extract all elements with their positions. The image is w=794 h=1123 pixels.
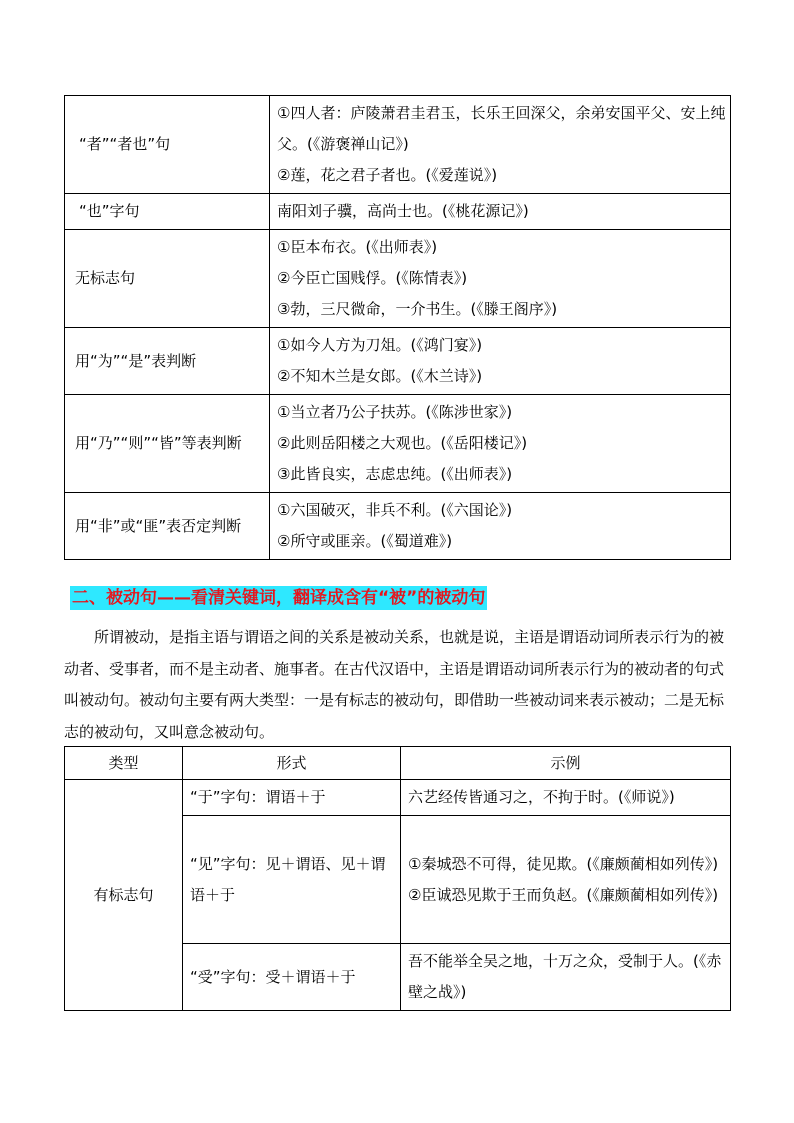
- table-row: [65, 493, 731, 560]
- section-paragraph: [64, 622, 730, 748]
- judgment-sentence-table: [64, 95, 731, 560]
- sentence-type: “者”“者也”句: [65, 96, 270, 194]
- table-row: [65, 328, 731, 395]
- form-cell: “受”字句：受＋谓语＋于: [183, 944, 401, 1011]
- group-type: 有标志句: [65, 780, 183, 1011]
- examples-cell: [270, 96, 731, 194]
- table-header-row: [65, 747, 731, 780]
- examples-cell: [401, 944, 731, 1011]
- example: ③此皆良实，志虑忠纯。(《出师表》): [277, 465, 513, 483]
- example: ①当立者乃公子扶苏。(《陈涉世家》): [277, 403, 513, 421]
- example: ②今臣亡国贱俘。(《陈情表》): [277, 269, 468, 287]
- example: ②臣诚恐见欺于王而负赵。(《廉颇蔺相如列传》): [408, 885, 719, 904]
- example: ②此则岳阳楼之大观也。(《岳阳楼记》): [277, 434, 528, 452]
- example: ③勃，三尺微命，一介书生。(《滕王阁序》): [277, 300, 558, 318]
- example: ①四人者：庐陵萧君圭君玉，长乐王回深父，余弟安国平父、安上纯父。(《游褒禅山记》): [277, 104, 726, 153]
- examples-cell: [270, 194, 731, 230]
- column-header-form: 形式: [183, 747, 401, 780]
- examples-cell: [401, 816, 731, 944]
- example: ②不知木兰是女郎。(《木兰诗》): [277, 367, 483, 385]
- example: ①如今人方为刀俎。(《鸿门宴》): [277, 336, 483, 354]
- column-header-example: 示例: [401, 747, 731, 780]
- sentence-type: 用“为”“是”表判断: [65, 328, 270, 395]
- table-row: [65, 230, 731, 328]
- section-heading: 二、被动句——看清关键词，翻译成含有“被”的被动句: [72, 588, 486, 608]
- example: ①臣本布衣。(《出师表》): [277, 238, 438, 256]
- examples-cell: [270, 395, 731, 493]
- example: ②莲，花之君子者也。(《爱莲说》): [277, 166, 498, 184]
- paragraph-text: 所谓被动，是指主语与谓语之间的关系是被动关系，也就是说，主语是谓语动词所表示行为的被动者、受事者，而不是主动者、施事者。在古代汉语中，主语是谓语动词所表示行为的被动者的句式叫被动句。被动句主要有两大类型：一是有标志的被动句，即借助一些被动词来表示被动；二是无标志的被动句，又叫意念被动句。: [64, 628, 725, 741]
- example: ①秦城恐不可得，徒见欺。(《廉颇蔺相如列传》): [408, 854, 719, 873]
- examples-cell: [401, 780, 731, 816]
- sentence-type: “也”字句: [65, 194, 270, 230]
- sentence-type: 无标志句: [65, 230, 270, 328]
- example: ①六国破灭，非兵不利。(《六国论》): [277, 501, 513, 519]
- form-cell: “于”字句：谓语＋于: [183, 780, 401, 816]
- example: 南阳刘子骥，高尚士也。(《桃花源记》): [277, 202, 529, 220]
- table-row: [65, 780, 731, 816]
- examples-cell: [270, 230, 731, 328]
- table-row: [65, 395, 731, 493]
- table-row: [65, 96, 731, 194]
- examples-cell: [270, 493, 731, 560]
- passive-sentence-table: [64, 746, 731, 1011]
- example: 六艺经传皆通习之，不拘于时。(《师说》): [408, 788, 675, 806]
- example: ②所守或匪亲。(《蜀道难》): [277, 532, 453, 550]
- sentence-type: 用“乃”“则”“皆”等表判断: [65, 395, 270, 493]
- form-cell: “见”字句：见＋谓语、见＋谓语＋于: [183, 816, 401, 944]
- sentence-type: 用“非”或“匪”表否定判断: [65, 493, 270, 560]
- table-row: [65, 194, 731, 230]
- example: 吾不能举全吴之地，十万之众，受制于人。(《赤壁之战》): [408, 952, 722, 1001]
- column-header-type: 类型: [65, 747, 183, 780]
- examples-cell: [270, 328, 731, 395]
